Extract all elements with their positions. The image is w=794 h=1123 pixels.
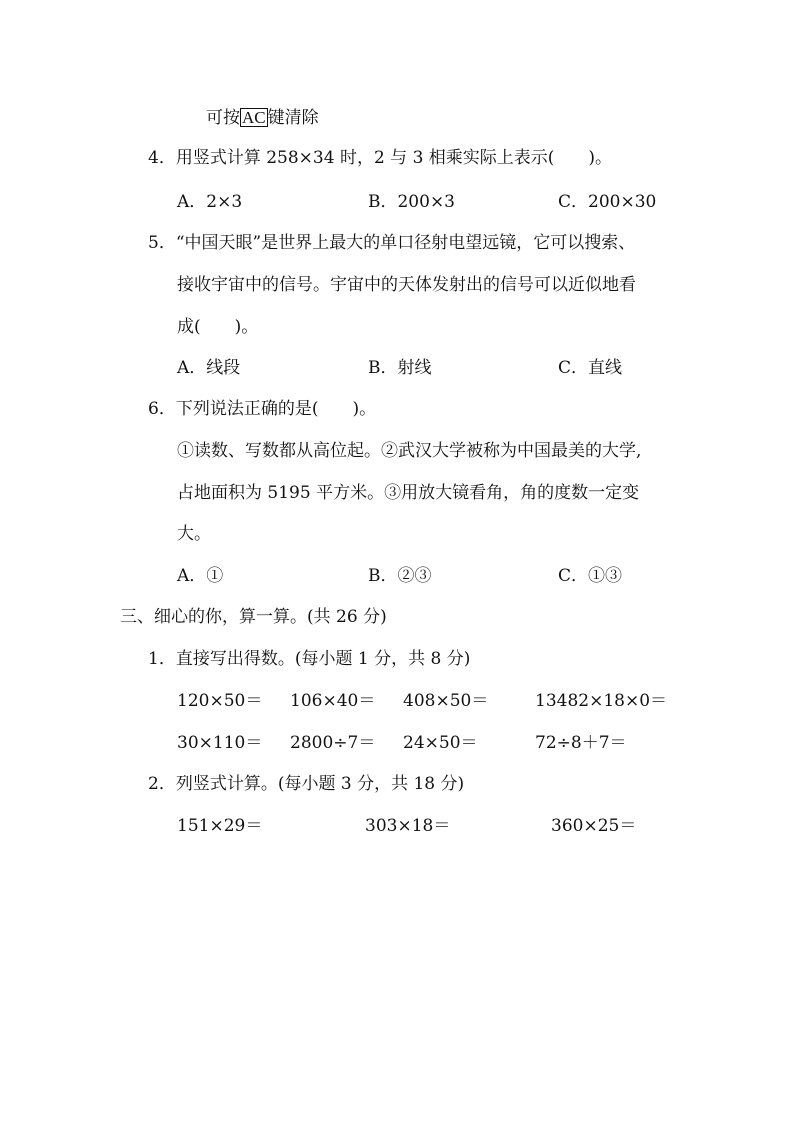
question-5-line-3: 成( )。 — [177, 317, 259, 337]
oral-calc-2: 106×40＝ — [290, 691, 376, 711]
oral-calc-3: 408×50＝ — [403, 691, 489, 711]
question-5-line-2: 接收宇宙中的信号。宇宙中的天体发射出的信号可以近似地看 — [177, 275, 636, 295]
section-3-question-1-title: 1．直接写出得数。(每小题 1 分，共 8 分) — [148, 649, 471, 669]
question-5-line-1: 5．“中国天眼”是世界上最大的单口径射电望远镜，它可以搜索、 — [148, 233, 636, 253]
section-3-question-2-title: 2．列竖式计算。(每小题 3 分，共 18 分) — [148, 774, 465, 794]
question-6-line-2: ①读数、写数都从高位起。②武汉大学被称为中国最美的大学, — [177, 441, 642, 461]
section-3-title: 三、细心的你，算一算。(共 26 分) — [120, 607, 387, 627]
vertical-calc-1: 151×29＝ — [177, 816, 263, 836]
q3-tail-prefix: 可按 — [206, 108, 240, 128]
question-6-line-3: 占地面积为 5195 平方米。③用放大镜看角，角的度数一定变 — [177, 483, 640, 503]
vertical-calc-3: 360×25＝ — [551, 816, 637, 836]
oral-calc-6: 2800÷7＝ — [290, 733, 376, 753]
question-6-line-4: 大。 — [177, 524, 211, 544]
vertical-calc-2: 303×18＝ — [365, 816, 451, 836]
question-6-line-1: 6．下列说法正确的是( )。 — [148, 399, 377, 419]
question-5-option-b: B．射线 — [368, 358, 432, 378]
question-6-option-a: A．① — [177, 566, 224, 586]
q3-tail-line — [206, 107, 319, 129]
q3-tail-suffix: 键清除 — [267, 108, 319, 128]
question-5-option-c: C．直线 — [558, 358, 623, 378]
question-5-option-a: A．线段 — [177, 358, 241, 378]
oral-calc-8: 72÷8＋7＝ — [535, 733, 627, 753]
question-4-stem: 4．用竖式计算 258×34 时，2 与 3 相乘实际上表示( )。 — [148, 148, 613, 168]
question-4-option-c: C．200×30 — [558, 192, 657, 212]
oral-calc-4: 13482×18×0＝ — [535, 691, 668, 711]
question-4-option-a: A．2×3 — [177, 192, 243, 212]
oral-calc-1: 120×50＝ — [177, 691, 263, 711]
oral-calc-7: 24×50＝ — [403, 733, 478, 753]
question-6-option-b: B．②③ — [368, 566, 432, 586]
ac-key-box: AC — [242, 108, 266, 127]
question-6-option-c: C．①③ — [558, 566, 623, 586]
oral-calc-5: 30×110＝ — [177, 733, 263, 753]
question-4-option-b: B．200×3 — [368, 192, 456, 212]
